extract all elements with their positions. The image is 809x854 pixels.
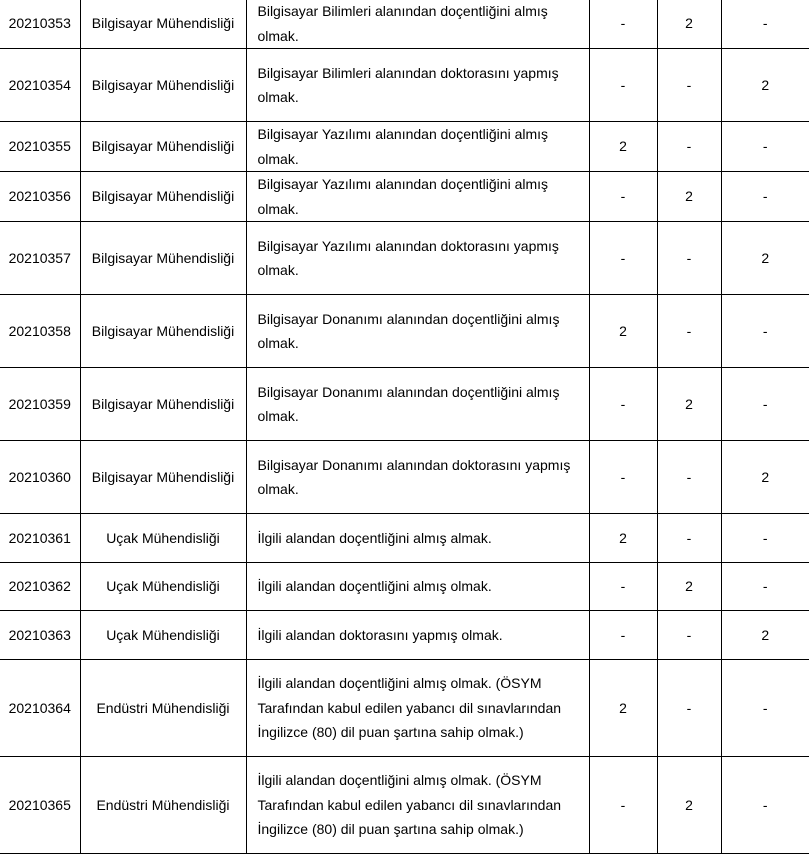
code-cell: 20210361 [0,514,80,563]
count-cell-1: - [589,611,657,660]
department-cell: Bilgisayar Mühendisliği [80,222,246,295]
count-cell-1: - [589,441,657,514]
requirement-cell: İlgili alandan doktorasını yapmış olmak. [246,611,589,660]
code-cell: 20210359 [0,368,80,441]
count-cell-2: - [657,222,721,295]
count-cell-3: - [721,660,809,757]
code-cell: 20210356 [0,172,80,222]
department-cell: Bilgisayar Mühendisliği [80,295,246,368]
requirement-cell: İlgili alandan doçentliğini almış olmak. (ÖSYM Tarafından kabul edilen yabancı dil sınavlarından İngilizce (80) dil puan şartına sahip olmak.) [246,660,589,757]
count-cell-1: - [589,222,657,295]
count-cell-3: - [721,122,809,172]
count-cell-1: - [589,757,657,854]
count-cell-1: 2 [589,660,657,757]
count-cell-2: - [657,514,721,563]
table-row [0,563,809,611]
department-cell: Uçak Mühendisliği [80,514,246,563]
department-cell: Bilgisayar Mühendisliği [80,0,246,49]
count-cell-3: - [721,757,809,854]
count-cell-3: - [721,0,809,49]
code-cell: 20210357 [0,222,80,295]
requirement-cell: Bilgisayar Yazılımı alanından doçentliğini almış olmak. [246,122,589,172]
count-cell-3: - [721,563,809,611]
department-cell: Endüstri Mühendisliği [80,660,246,757]
count-cell-1: - [589,49,657,122]
count-cell-3: 2 [721,222,809,295]
table-row [0,222,809,295]
department-cell: Bilgisayar Mühendisliği [80,49,246,122]
code-cell: 20210364 [0,660,80,757]
count-cell-3: 2 [721,441,809,514]
count-cell-3: - [721,514,809,563]
requirement-cell: Bilgisayar Yazılımı alanından doktorasını yapmış olmak. [246,222,589,295]
count-cell-2: - [657,122,721,172]
department-cell: Endüstri Mühendisliği [80,757,246,854]
code-cell: 20210354 [0,49,80,122]
code-cell: 20210355 [0,122,80,172]
count-cell-1: 2 [589,295,657,368]
requirement-cell: Bilgisayar Donanımı alanından doçentliğini almış olmak. [246,368,589,441]
requirement-cell: Bilgisayar Donanımı alanından doçentliğini almış olmak. [246,295,589,368]
count-cell-2: - [657,441,721,514]
count-cell-1: - [589,172,657,222]
count-cell-1: 2 [589,514,657,563]
requirement-cell: Bilgisayar Donanımı alanından doktorasını yapmış olmak. [246,441,589,514]
table-row [0,172,809,222]
code-cell: 20210353 [0,0,80,49]
count-cell-3: - [721,295,809,368]
table-row [0,295,809,368]
table-row [0,611,809,660]
count-cell-1: - [589,563,657,611]
table-row [0,514,809,563]
requirement-cell: İlgili alandan doçentliğini almış almak. [246,514,589,563]
code-cell: 20210365 [0,757,80,854]
count-cell-2: - [657,660,721,757]
department-cell: Bilgisayar Mühendisliği [80,172,246,222]
count-cell-2: - [657,49,721,122]
count-cell-1: - [589,368,657,441]
table-row [0,49,809,122]
table-row [0,441,809,514]
count-cell-2: 2 [657,563,721,611]
code-cell: 20210362 [0,563,80,611]
department-cell: Uçak Mühendisliği [80,611,246,660]
department-cell: Bilgisayar Mühendisliği [80,122,246,172]
department-cell: Bilgisayar Mühendisliği [80,368,246,441]
requirement-cell: Bilgisayar Bilimleri alanından doktorasını yapmış olmak. [246,49,589,122]
requirement-cell: Bilgisayar Bilimleri alanından doçentliğini almış olmak. [246,0,589,49]
count-cell-2: 2 [657,368,721,441]
code-cell: 20210363 [0,611,80,660]
requirement-cell: Bilgisayar Yazılımı alanından doçentliğini almış olmak. [246,172,589,222]
count-cell-2: - [657,295,721,368]
requirement-cell: İlgili alandan doçentliğini almış olmak. (ÖSYM Tarafından kabul edilen yabancı dil sınavlarından İngilizce (80) dil puan şartına sahip olmak.) [246,757,589,854]
count-cell-3: 2 [721,49,809,122]
count-cell-3: - [721,368,809,441]
count-cell-1: 2 [589,122,657,172]
count-cell-2: 2 [657,0,721,49]
table-row [0,660,809,757]
requirement-cell: İlgili alandan doçentliğini almış olmak. [246,563,589,611]
count-cell-2: - [657,611,721,660]
count-cell-1: - [589,0,657,49]
table-row [0,0,809,49]
department-cell: Uçak Mühendisliği [80,563,246,611]
count-cell-2: 2 [657,172,721,222]
table-row [0,122,809,172]
department-cell: Bilgisayar Mühendisliği [80,441,246,514]
count-cell-3: - [721,172,809,222]
count-cell-2: 2 [657,757,721,854]
code-cell: 20210360 [0,441,80,514]
table-row [0,757,809,854]
count-cell-3: 2 [721,611,809,660]
code-cell: 20210358 [0,295,80,368]
table-row [0,368,809,441]
